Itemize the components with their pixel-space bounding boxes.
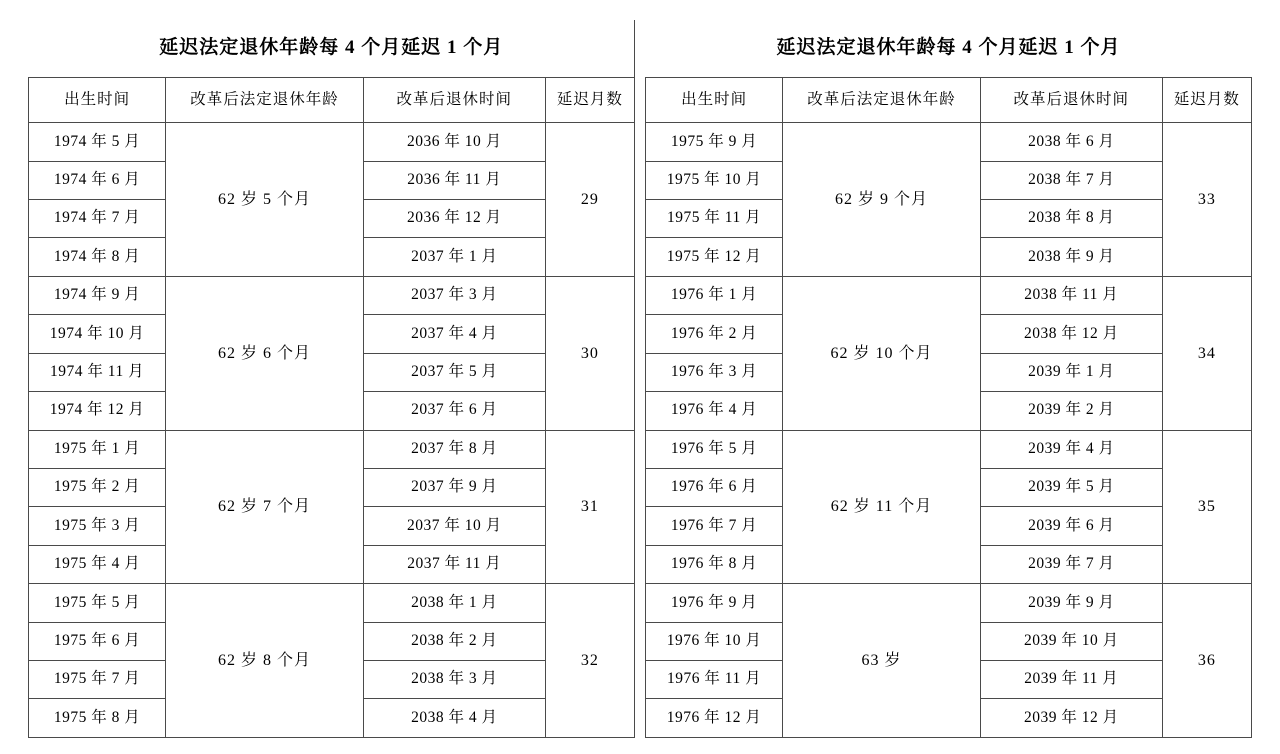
cell-retirement-date: 2037 年 5 月 — [363, 353, 545, 391]
cell-retirement-date: 2039 年 11 月 — [980, 661, 1162, 699]
cell-birth-date: 1975 年 11 月 — [646, 199, 783, 237]
retirement-table-left — [28, 20, 635, 738]
retirement-table-right — [645, 20, 1252, 738]
cell-retirement-date: 2039 年 4 月 — [980, 430, 1162, 468]
table-header-row — [646, 77, 1252, 123]
cell-delay-months: 29 — [545, 123, 634, 277]
table-row — [646, 584, 1252, 622]
cell-birth-date: 1975 年 1 月 — [29, 430, 166, 468]
cell-retirement-date: 2037 年 4 月 — [363, 315, 545, 353]
cell-retirement-date: 2038 年 8 月 — [980, 199, 1162, 237]
column-header-delay-months: 延迟月数 — [545, 77, 634, 123]
cell-delay-months: 35 — [1162, 430, 1251, 584]
cell-birth-date: 1974 年 7 月 — [29, 199, 166, 237]
cell-birth-date: 1975 年 8 月 — [29, 699, 166, 738]
table-row — [29, 123, 635, 161]
cell-retirement-date: 2038 年 6 月 — [980, 123, 1162, 161]
table-row — [646, 430, 1252, 468]
table-row — [646, 123, 1252, 161]
cell-birth-date: 1976 年 6 月 — [646, 468, 783, 506]
cell-retirement-date: 2037 年 11 月 — [363, 545, 545, 583]
cell-retirement-date: 2037 年 8 月 — [363, 430, 545, 468]
cell-birth-date: 1975 年 3 月 — [29, 507, 166, 545]
cell-birth-date: 1974 年 6 月 — [29, 161, 166, 199]
table-title: 延迟法定退休年龄每 4 个月延迟 1 个月 — [29, 20, 635, 77]
cell-retirement-date: 2039 年 1 月 — [980, 353, 1162, 391]
cell-birth-date: 1976 年 1 月 — [646, 276, 783, 314]
cell-birth-date: 1974 年 9 月 — [29, 276, 166, 314]
cell-birth-date: 1975 年 6 月 — [29, 622, 166, 660]
cell-delay-months: 30 — [545, 276, 634, 430]
cell-new-retirement-age: 62 岁 11 个月 — [783, 430, 981, 584]
column-header-birth-date: 出生时间 — [29, 77, 166, 123]
cell-retirement-date: 2037 年 1 月 — [363, 238, 545, 276]
table-row — [29, 430, 635, 468]
table-divider-gap — [635, 20, 645, 738]
cell-birth-date: 1974 年 8 月 — [29, 238, 166, 276]
cell-birth-date: 1975 年 12 月 — [646, 238, 783, 276]
cell-birth-date: 1976 年 12 月 — [646, 699, 783, 738]
cell-retirement-date: 2037 年 6 月 — [363, 392, 545, 430]
cell-retirement-date: 2039 年 10 月 — [980, 622, 1162, 660]
cell-delay-months: 32 — [545, 584, 634, 738]
cell-new-retirement-age: 63 岁 — [783, 584, 981, 738]
cell-birth-date: 1976 年 2 月 — [646, 315, 783, 353]
cell-retirement-date: 2038 年 11 月 — [980, 276, 1162, 314]
column-header-new-retirement-age: 改革后法定退休年龄 — [166, 77, 364, 123]
cell-retirement-date: 2039 年 9 月 — [980, 584, 1162, 622]
cell-retirement-date: 2037 年 9 月 — [363, 468, 545, 506]
cell-birth-date: 1976 年 5 月 — [646, 430, 783, 468]
cell-retirement-date: 2039 年 6 月 — [980, 507, 1162, 545]
cell-retirement-date: 2038 年 9 月 — [980, 238, 1162, 276]
cell-delay-months: 34 — [1162, 276, 1251, 430]
cell-birth-date: 1975 年 7 月 — [29, 661, 166, 699]
cell-retirement-date: 2036 年 11 月 — [363, 161, 545, 199]
table-title-row — [29, 20, 635, 77]
cell-birth-date: 1976 年 3 月 — [646, 353, 783, 391]
cell-birth-date: 1976 年 8 月 — [646, 545, 783, 583]
cell-retirement-date: 2036 年 10 月 — [363, 123, 545, 161]
cell-delay-months: 31 — [545, 430, 634, 584]
cell-retirement-date: 2036 年 12 月 — [363, 199, 545, 237]
table-row — [646, 276, 1252, 314]
cell-birth-date: 1976 年 7 月 — [646, 507, 783, 545]
cell-new-retirement-age: 62 岁 6 个月 — [166, 276, 364, 430]
column-header-retirement-date: 改革后退休时间 — [980, 77, 1162, 123]
cell-new-retirement-age: 62 岁 10 个月 — [783, 276, 981, 430]
cell-delay-months: 33 — [1162, 123, 1251, 277]
cell-retirement-date: 2039 年 2 月 — [980, 392, 1162, 430]
retirement-schedule-tables — [28, 20, 1252, 738]
cell-birth-date: 1975 年 5 月 — [29, 584, 166, 622]
cell-birth-date: 1975 年 2 月 — [29, 468, 166, 506]
table-title-row — [646, 20, 1252, 77]
cell-new-retirement-age: 62 岁 7 个月 — [166, 430, 364, 584]
cell-birth-date: 1974 年 11 月 — [29, 353, 166, 391]
cell-retirement-date: 2038 年 2 月 — [363, 622, 545, 660]
column-header-retirement-date: 改革后退休时间 — [363, 77, 545, 123]
cell-birth-date: 1976 年 4 月 — [646, 392, 783, 430]
cell-retirement-date: 2037 年 3 月 — [363, 276, 545, 314]
cell-retirement-date: 2039 年 7 月 — [980, 545, 1162, 583]
table-row — [29, 584, 635, 622]
cell-new-retirement-age: 62 岁 9 个月 — [783, 123, 981, 277]
cell-birth-date: 1975 年 10 月 — [646, 161, 783, 199]
cell-birth-date: 1975 年 4 月 — [29, 545, 166, 583]
cell-retirement-date: 2039 年 12 月 — [980, 699, 1162, 738]
table-body-left — [29, 20, 635, 738]
cell-new-retirement-age: 62 岁 5 个月 — [166, 123, 364, 277]
table-body-right — [646, 20, 1252, 738]
cell-birth-date: 1976 年 9 月 — [646, 584, 783, 622]
cell-delay-months: 36 — [1162, 584, 1251, 738]
cell-birth-date: 1974 年 10 月 — [29, 315, 166, 353]
cell-new-retirement-age: 62 岁 8 个月 — [166, 584, 364, 738]
cell-retirement-date: 2038 年 3 月 — [363, 661, 545, 699]
cell-birth-date: 1974 年 12 月 — [29, 392, 166, 430]
table-row — [29, 276, 635, 314]
cell-retirement-date: 2038 年 7 月 — [980, 161, 1162, 199]
table-header-row — [29, 77, 635, 123]
cell-retirement-date: 2039 年 5 月 — [980, 468, 1162, 506]
cell-retirement-date: 2037 年 10 月 — [363, 507, 545, 545]
cell-birth-date: 1976 年 11 月 — [646, 661, 783, 699]
column-header-new-retirement-age: 改革后法定退休年龄 — [783, 77, 981, 123]
cell-retirement-date: 2038 年 1 月 — [363, 584, 545, 622]
table-title: 延迟法定退休年龄每 4 个月延迟 1 个月 — [646, 20, 1252, 77]
cell-retirement-date: 2038 年 12 月 — [980, 315, 1162, 353]
column-header-delay-months: 延迟月数 — [1162, 77, 1251, 123]
cell-retirement-date: 2038 年 4 月 — [363, 699, 545, 738]
cell-birth-date: 1974 年 5 月 — [29, 123, 166, 161]
cell-birth-date: 1976 年 10 月 — [646, 622, 783, 660]
column-header-birth-date: 出生时间 — [646, 77, 783, 123]
cell-birth-date: 1975 年 9 月 — [646, 123, 783, 161]
